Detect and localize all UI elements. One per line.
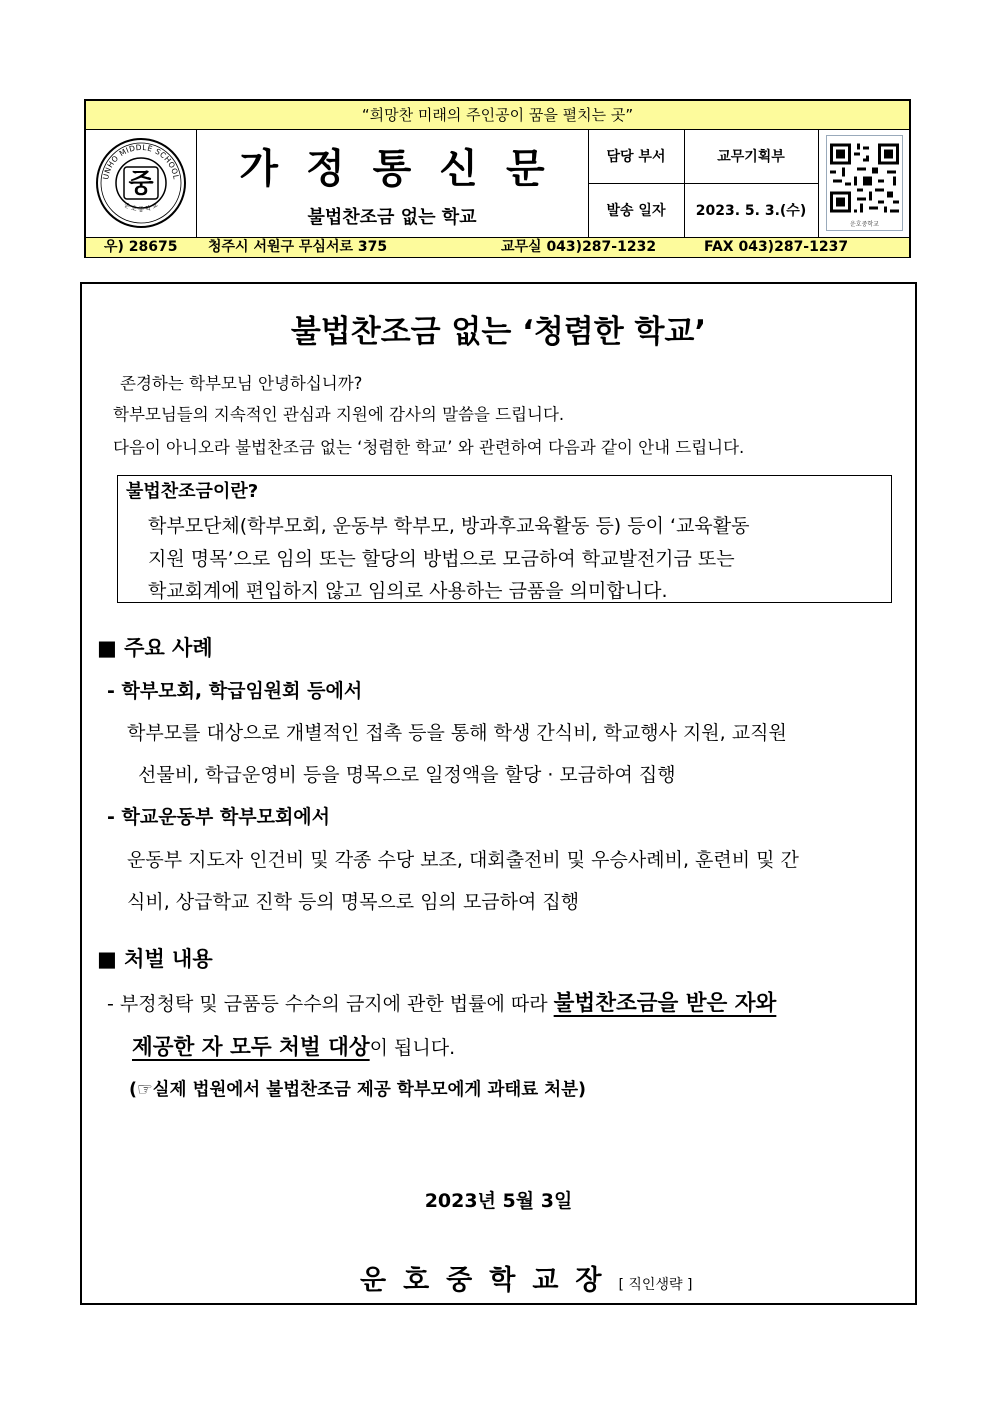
address-bar (86, 237, 909, 257)
definition-line: 지원 명목’으로 임의 또는 할당의 방법으로 모금하여 학교발전기금 또는 (148, 548, 735, 570)
logo-emblem-char: 중 (128, 169, 154, 199)
qr-cell (818, 129, 909, 237)
svg-text:운 호 중 학 교 (123, 202, 160, 214)
penalty-emphasis: 제공한 자 모두 처벌 대상 (132, 1035, 370, 1060)
qr-caption: 운호중학교 (850, 221, 879, 228)
info-row-date (588, 183, 818, 237)
case-line: 운동부 지도자 인건비 및 각종 수당 보조, 대회출전비 및 우승사례비, 훈련비 및 간 (127, 849, 799, 871)
logo-ring-text-bottom: 운 호 중 학 교 (122, 201, 160, 214)
info-table (588, 129, 819, 237)
intro-line-2: 다음이 아니오라 불법찬조금 없는 ‘청렴한 학교’ 와 관련하여 다음과 같이 안내 드립니다. (113, 438, 745, 457)
case-line: 식비, 상급학교 진학 등의 명목으로 임의 모금하여 집행 (127, 891, 580, 913)
seal-omitted-note: [ 직인생략 ] (618, 1277, 693, 1293)
case-line: 학부모를 대상으로 개별적인 접촉 등을 통해 학생 간식비, 학교행사 지원, 교직원 (127, 722, 787, 744)
intro-line-1: 학부모님들의 지속적인 관심과 지원에 감사의 말씀을 드립니다. (113, 405, 565, 424)
qr-code[interactable] (826, 135, 903, 231)
letter-title: 불법찬조금 없는 ‘청렴한 학교’ (290, 314, 707, 350)
greeting: 존경하는 학부모님 안녕하십니까? (120, 374, 363, 393)
penalty-line-2-text: 이 됩니다. (369, 1037, 456, 1059)
definition-line: 학부모단체(학부모회, 운동부 학부모, 방과후교육활동 등) 등이 ‘교육활동 (148, 515, 750, 537)
logo-ring-text-top: UNHO MIDDLE SCHOOL (101, 142, 181, 181)
issue-date: 2023년 5월 3일 (424, 1190, 573, 1212)
school-motto: “희망찬 미래의 주인공이 꿈을 펼치는 곳” (86, 101, 909, 130)
postal-code: 우) 28675 (104, 239, 178, 255)
info-label: 담당 부서 (588, 129, 685, 183)
title-cell (196, 129, 589, 237)
newsletter-header (84, 99, 911, 258)
street-address: 청주시 서원구 무심서로 375 (208, 239, 388, 255)
logo-cell (86, 129, 197, 237)
cases-heading: ■ 주요 사례 (97, 636, 213, 660)
signature-line (360, 1258, 692, 1297)
penalty-line-1-text: - 부정청탁 및 금품등 수수의 금지에 관한 법률에 따라 (107, 993, 554, 1015)
case-title: - 학부모회, 학급임원회 등에서 (107, 680, 363, 702)
definition-box (117, 475, 892, 603)
info-row-department (588, 129, 818, 184)
case-title: - 학교운동부 학부모회에서 (107, 806, 331, 828)
definition-line: 학교회계에 편입하지 않고 임의로 사용하는 금품을 의미합니다. (148, 580, 668, 602)
letter-body (80, 282, 917, 1305)
penalty-heading: ■ 처벌 내용 (97, 947, 213, 971)
fax-number: FAX 043)287-1237 (704, 239, 849, 255)
info-value: 2023. 5. 3.(수) (695, 203, 807, 219)
penalty-note: (☞실제 법원에서 불법찬조금 제공 학부모에게 과태료 처분) (129, 1080, 587, 1100)
principal-signature: 운호중학교장 (360, 1265, 619, 1296)
definition-heading: 불법찬조금이란? (126, 481, 259, 502)
case-line: 선물비, 학급운영비 등을 명목으로 일정액을 할당 · 모금하여 집행 (138, 764, 676, 786)
school-logo (86, 129, 196, 237)
info-label: 발송 일자 (588, 183, 685, 237)
newsletter-title: 가정통신문 (239, 145, 573, 192)
office-phone: 교무실 043)287-1232 (501, 239, 657, 255)
penalty-line-2 (132, 1030, 455, 1061)
newsletter-subtitle: 불법찬조금 없는 학교 (307, 207, 477, 228)
header-main-row (86, 129, 909, 237)
penalty-emphasis: 불법찬조금을 받은 자와 (553, 991, 777, 1016)
qr-code-icon (827, 138, 902, 218)
penalty-line-1 (107, 986, 776, 1017)
info-value: 교무기획부 (717, 149, 785, 165)
